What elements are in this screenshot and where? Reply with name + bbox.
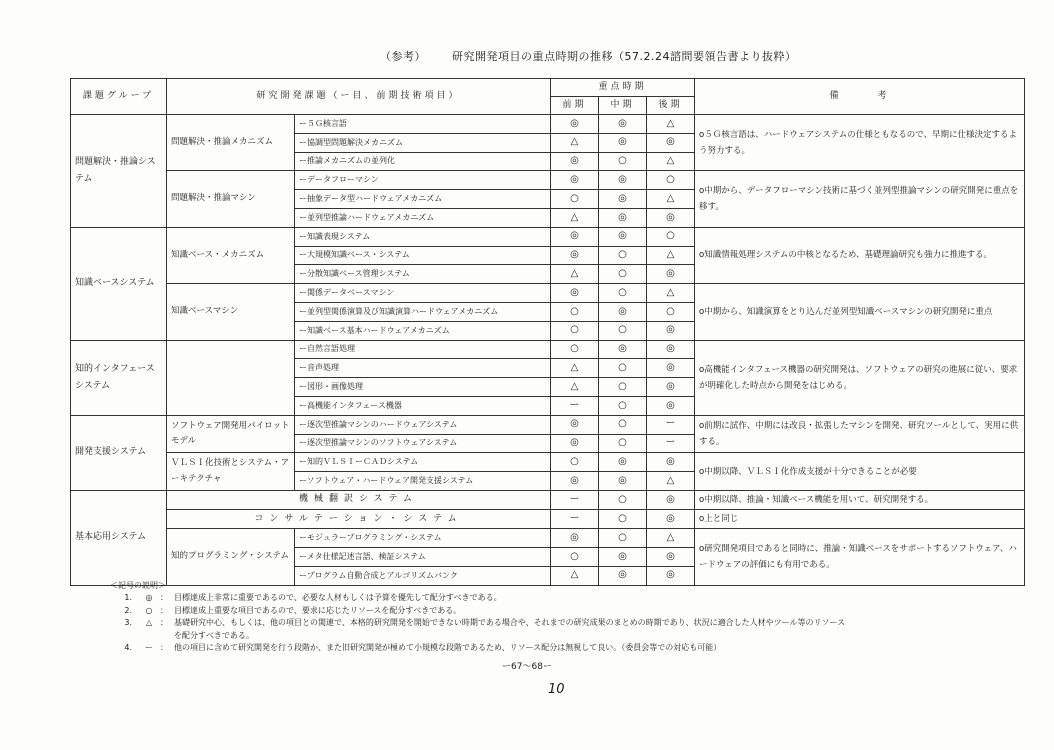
focus-early: △ [551, 566, 599, 585]
focus-late: △ [647, 246, 695, 265]
legend-heading: ＜記号の説明＞ [110, 581, 166, 590]
focus-mid: ◎ [599, 171, 647, 190]
focus-early: ○ [551, 190, 599, 209]
item-name: ー高機能インタフェース機器 [295, 396, 551, 415]
item-name: ー逐次型推論マシンのハードウェアシステム [295, 415, 551, 434]
subgroup-name: 問題解決・推論マシン [167, 171, 295, 227]
focus-mid: ○ [599, 321, 647, 340]
table-row [71, 340, 1025, 359]
item-name: ーソフトウェア・ハードウェア開発支援システム [295, 472, 551, 491]
focus-early: ー [551, 510, 599, 529]
focus-mid: ○ [599, 510, 647, 529]
item-name: ープログラム自動合成とアルゴリズムバンク [295, 566, 551, 585]
legend-text-continued: を配分すべきである。 [174, 630, 254, 640]
focus-late: ○ [647, 302, 695, 321]
focus-late: △ [647, 472, 695, 491]
focus-early: △ [551, 378, 599, 397]
focus-mid: ○ [599, 378, 647, 397]
focus-late: ◎ [647, 396, 695, 415]
focus-late: ◎ [647, 510, 695, 529]
item-name: ー知識表現システム [295, 227, 551, 246]
item-name: ー自然言語処理 [295, 340, 551, 359]
table-row [71, 510, 1025, 529]
focus-late: △ [647, 284, 695, 303]
focus-mid: ○ [599, 152, 647, 171]
focus-late: ー [647, 434, 695, 453]
focus-mid: ◎ [599, 340, 647, 359]
focus-mid: ◎ [599, 115, 647, 134]
focus-late: △ [647, 152, 695, 171]
focus-mid: ◎ [599, 472, 647, 491]
subgroup-name: ＶＬＳＩ化技術とシステム・アーキテクチャ [167, 453, 295, 491]
table-row [71, 415, 1025, 434]
item-name: ー知的ＶＬＳＩーＣＡＤシステム [295, 453, 551, 472]
focus-mid: ◎ [599, 453, 647, 472]
item-name: ー知識ベース基本ハードウェアメカニズム [295, 321, 551, 340]
legend-colon: ： [160, 593, 168, 603]
legend-item [110, 642, 990, 654]
focus-mid: ◎ [599, 227, 647, 246]
focus-late: ◎ [647, 378, 695, 397]
legend-text: 他の項目に含めて研究開発を行う段階か、また旧研究開発が極めて小規模な段階であるため、リソース配分は無視して良い。（委員会等での対応も可能） [174, 642, 722, 652]
legend-symbol: ー [145, 642, 153, 652]
focus-early: ◎ [551, 415, 599, 434]
note-cell: o上と同じ [695, 510, 1025, 529]
focus-early: ◎ [551, 284, 599, 303]
note-cell: o中期から、データフローマシン技術に基づく並列型推論マシンの研究開発に重点を移す。 [695, 171, 1025, 227]
item-name: ー逐次型推論マシンのソフトウェアシステム [295, 434, 551, 453]
subgroup-name: 知識ベース・メカニズム [167, 227, 295, 283]
item-name: ー協調型問題解決メカニズム [295, 133, 551, 152]
subgroup-name: 問題解決・推論メカニズム [167, 115, 295, 171]
focus-early: ◎ [551, 529, 599, 548]
focus-late: ◎ [647, 265, 695, 284]
focus-early: ○ [551, 548, 599, 567]
focus-early: ◎ [551, 246, 599, 265]
focus-early: ◎ [551, 115, 599, 134]
note-cell: o前期に試作、中期には改良・拡張したマシンを開発、研究ツールとして、実用に供する。 [695, 415, 1025, 453]
note-cell: o高機能インタフェース機器の研究開発は、ソフトウェアの研究の進展に従い、要求が明確化した時点から開発をはじめる。 [695, 340, 1025, 415]
wide-row-name: コンサルテーション・システム [167, 510, 551, 529]
note-cell: o研究開発項目であると同時に、推論・知識ベースをサポートするソフトウェア、ハードウェアの評価にも有用である。 [695, 529, 1025, 585]
item-name: ー分散知識ベース管理システム [295, 265, 551, 284]
group-name: 開発支援システム [71, 415, 167, 490]
item-name: ーモジュラープログラミング・システム [295, 529, 551, 548]
legend-text: 目標達成上重要な項目であるので、要求に応じたリソースを配分すべきである。 [174, 605, 462, 615]
focus-period-table [70, 78, 1025, 586]
legend-item [110, 605, 990, 617]
col-header-note: 備 考 [695, 79, 1025, 115]
focus-early: ◎ [551, 472, 599, 491]
focus-mid: ○ [599, 529, 647, 548]
focus-early: ◎ [551, 152, 599, 171]
focus-late: ◎ [647, 548, 695, 567]
col-header-focus: 重点時期 [551, 79, 695, 97]
focus-early: ○ [551, 302, 599, 321]
focus-early: ◎ [551, 171, 599, 190]
legend [110, 580, 990, 654]
legend-number: 2. [124, 605, 132, 615]
note-cell: o中期以降、推論・知識ベース機能を用いて、研究開発する。 [695, 490, 1025, 509]
focus-late: ◎ [647, 453, 695, 472]
note-cell: o中期から、知識演算をとり込んだ並列型知識ベースマシンの研究開発に重点 [695, 284, 1025, 340]
legend-item [110, 592, 990, 604]
focus-mid: ◎ [599, 548, 647, 567]
focus-late: ◎ [647, 133, 695, 152]
legend-number: 1. [124, 593, 132, 603]
focus-late: ◎ [647, 566, 695, 585]
focus-early: △ [551, 359, 599, 378]
item-name: ー図形・画像処理 [295, 378, 551, 397]
table-row [71, 529, 1025, 548]
item-name: ー５Ｇ核言語 [295, 115, 551, 134]
focus-late: ○ [647, 171, 695, 190]
item-name: ー音声処理 [295, 359, 551, 378]
table-row [71, 115, 1025, 134]
subgroup-name [167, 340, 295, 415]
legend-symbol: △ [145, 618, 153, 628]
note-cell: o中期以降、ＶＬＳＩ化作成支援が十分できることが必要 [695, 453, 1025, 491]
group-name: 基本応用システム [71, 490, 167, 585]
legend-colon: ： [160, 642, 168, 652]
focus-early: ○ [551, 321, 599, 340]
focus-early: ◎ [551, 434, 599, 453]
legend-number: 4. [124, 642, 132, 652]
table-row [71, 227, 1025, 246]
focus-mid: ○ [599, 246, 647, 265]
wide-row-name: 機械翻訳システム [167, 490, 551, 509]
legend-text: 基礎研究中心、もしくは、他の項目との関連で、本格的研究開発を開始できない時期である場合や、それまでの研究成果のまとめの時期であり、状況に適合した人材やツール等のリソース [174, 618, 846, 628]
item-name: ー抽象データ型ハードウェアメカニズム [295, 190, 551, 209]
col-header-early: 前期 [551, 97, 599, 115]
col-header-topic: 研究開発課題（ー目、前期技術項目） [167, 79, 551, 115]
col-header-mid: 中期 [599, 97, 647, 115]
subgroup-name: 知的プログラミング・システム [167, 529, 295, 585]
item-name: ー並列型推論ハードウェアメカニズム [295, 208, 551, 227]
legend-text: 目標達成上非常に重要であるので、必要な人材もしくは予算を優先して配分すべきである。 [174, 593, 502, 603]
focus-early: ー [551, 490, 599, 509]
col-header-late: 後期 [647, 97, 695, 115]
group-name: 知的インタフェースシステム [71, 340, 167, 415]
focus-mid: ○ [599, 359, 647, 378]
legend-symbol: ○ [145, 605, 153, 615]
item-name: ー関係データベースマシン [295, 284, 551, 303]
focus-late: ◎ [647, 340, 695, 359]
focus-late: △ [647, 529, 695, 548]
focus-early: ○ [551, 453, 599, 472]
focus-mid: ○ [599, 396, 647, 415]
table-row [71, 171, 1025, 190]
focus-mid: ○ [599, 490, 647, 509]
focus-early: ○ [551, 340, 599, 359]
focus-mid: ○ [599, 434, 647, 453]
focus-late: △ [647, 115, 695, 134]
focus-late: ー [647, 415, 695, 434]
legend-symbol: ◎ [145, 593, 153, 603]
focus-late: △ [647, 190, 695, 209]
col-header-group: 課題グループ [71, 79, 167, 115]
table-row [71, 284, 1025, 303]
subgroup-name: 知識ベースマシン [167, 284, 295, 340]
focus-late: ◎ [647, 490, 695, 509]
focus-late: ◎ [647, 359, 695, 378]
legend-item [110, 617, 990, 629]
focus-early: △ [551, 133, 599, 152]
item-name: ー大規模知識ベース・システム [295, 246, 551, 265]
focus-mid: ◎ [599, 302, 647, 321]
focus-mid: ◎ [599, 208, 647, 227]
reference-tag: （参考） [380, 50, 426, 63]
group-name: 問題解決・推論システム [71, 115, 167, 228]
focus-early: △ [551, 208, 599, 227]
note-cell: o５Ｇ核言語は、ハードウェアシステムの仕様ともなるので、早期に仕様決定するよう努力する。 [695, 115, 1025, 171]
handwritten-page-number: 10 [548, 682, 565, 697]
focus-mid: ◎ [599, 133, 647, 152]
focus-late: ◎ [647, 208, 695, 227]
document-title: 研究開発項目の重点時期の推移（57.2.24諮問要領告書より抜粋） [452, 50, 797, 63]
table-row [71, 453, 1025, 472]
group-name: 知識ベースシステム [71, 227, 167, 340]
table-row [71, 490, 1025, 509]
focus-mid: ◎ [599, 190, 647, 209]
legend-number: 3. [124, 618, 132, 628]
focus-late: ◎ [647, 321, 695, 340]
focus-mid: ◎ [599, 566, 647, 585]
focus-mid: ○ [599, 415, 647, 434]
subgroup-name: ソフトウェア開発用パイロットモデル [167, 415, 295, 453]
focus-mid: ○ [599, 265, 647, 284]
focus-mid: ○ [599, 284, 647, 303]
document-title-line [380, 48, 940, 64]
focus-late: ○ [647, 227, 695, 246]
page-number: ー67〜68ー [502, 662, 552, 672]
item-name: ーデータフローマシン [295, 171, 551, 190]
legend-colon: ： [160, 618, 168, 628]
item-name: ー並列型関係演算及び知識演算ハードウェアメカニズム [295, 302, 551, 321]
focus-early: △ [551, 265, 599, 284]
note-cell: o知識情報処理システムの中核となるため、基礎理論研究も強力に推進する。 [695, 227, 1025, 283]
focus-early: ◎ [551, 227, 599, 246]
legend-colon: ： [160, 605, 168, 615]
item-name: ー推論メカニズムの並列化 [295, 152, 551, 171]
item-name: ーメタ仕様記述言語、検証システム [295, 548, 551, 567]
focus-early: ー [551, 396, 599, 415]
